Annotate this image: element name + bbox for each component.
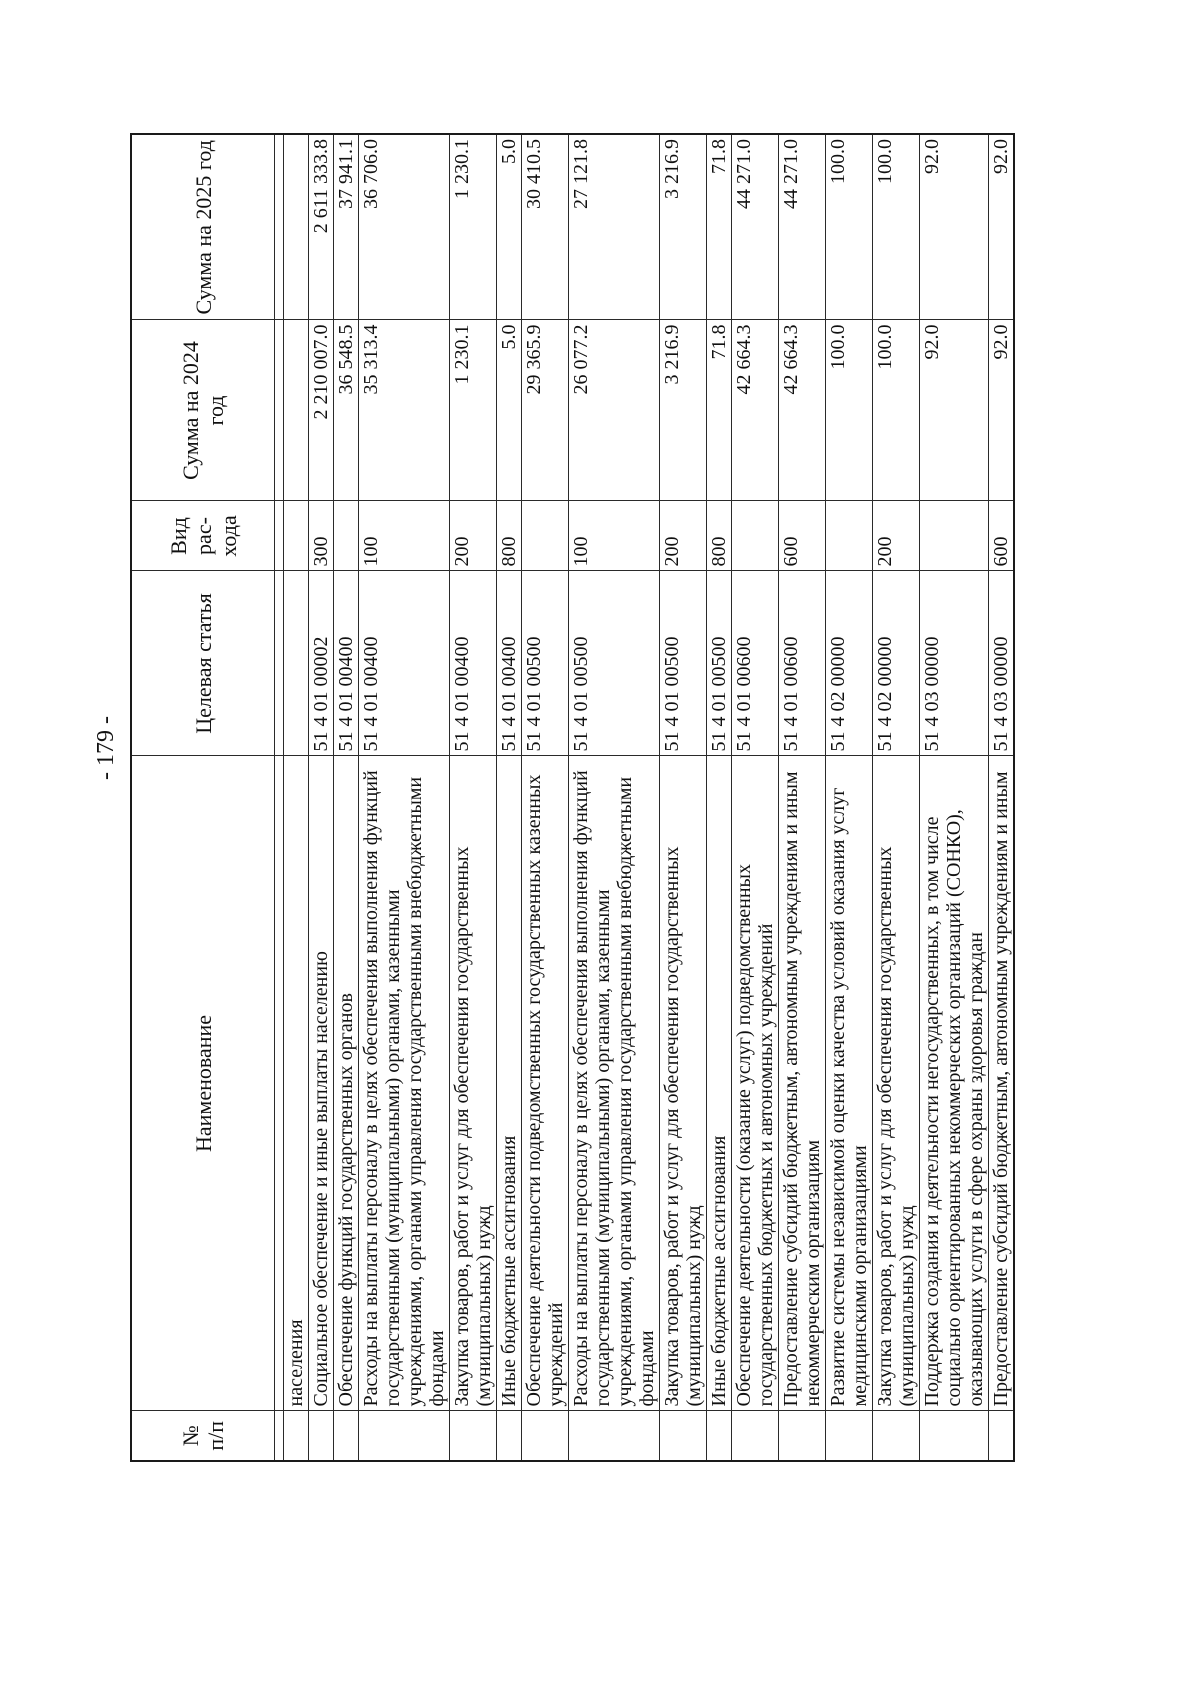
table-row [334,134,359,1461]
cell-no [309,1411,334,1461]
cell-expense-kind: 600 [779,501,826,571]
cell-target-article: 51 4 01 00500 [569,571,660,756]
cell-sum-2024: 100.0 [826,320,873,501]
cell-expense-kind: 300 [309,501,334,571]
cell-no [522,1411,569,1461]
cell-name: Предоставление субсидий бюджетным, автономным учреждениям и иным некоммерческим организациям [779,756,826,1411]
spacer-row [275,134,284,1461]
cell-name: Иные бюджетные ассигнования [497,756,522,1411]
cell-sum-2025: 37 941.1 [334,134,359,320]
cell-sum-2025: 92.0 [920,134,989,320]
cell-name: Иные бюджетные ассигнования [707,756,732,1411]
header-name: Наименование [131,756,275,1411]
cell-target-article: 51 4 03 00000 [920,571,989,756]
cell-no [359,1411,450,1461]
cell-sum-2024: 42 664.3 [779,320,826,501]
table-row [732,134,779,1461]
cell-expense-kind: 200 [660,501,707,571]
cell-expense-kind [920,501,989,571]
rotated-table-container [130,135,1040,1462]
cell-sum-2025: 92.0 [989,134,1015,320]
cell-name: Обеспечение деятельности подведомственных государственных казенных учреждений [522,756,569,1411]
cell-sum-2025: 5.0 [497,134,522,320]
header-sum-2025: Сумма на 2025 год [131,134,275,320]
table-row [873,134,920,1461]
cell-sum-2025: 44 271.0 [779,134,826,320]
table-row [497,134,522,1461]
table-body [275,134,1015,1461]
cell-target-article: 51 4 02 00000 [873,571,920,756]
cell-target-article: 51 4 01 00600 [732,571,779,756]
cell-sum-2024: 29 365.9 [522,320,569,501]
table-row [522,134,569,1461]
cell-sum-2024: 92.0 [989,320,1015,501]
cell-sum-2025: 3 216.9 [660,134,707,320]
cell-expense-kind: 200 [450,501,497,571]
cell-name: Предоставление субсидий бюджетным, автономным учреждениям и иным [989,756,1015,1411]
cell-no [779,1411,826,1461]
cell-sum-2025: 2 611 333.8 [309,134,334,320]
cell-expense-kind [732,501,779,571]
cell-target-article: 51 4 01 00400 [359,571,450,756]
cell-no [732,1411,779,1461]
header-target-article: Целевая статья [131,571,275,756]
cell-sum-2025: 100.0 [873,134,920,320]
table-row [989,134,1015,1461]
cell-sum-2025: 36 706.0 [359,134,450,320]
table-row [284,134,309,1461]
cell-sum-2024: 36 548.5 [334,320,359,501]
cell-target-article: 51 4 01 00400 [334,571,359,756]
cell-no [707,1411,732,1461]
cell-target-article: 51 4 01 00400 [450,571,497,756]
cell-no [873,1411,920,1461]
table-row [359,134,450,1461]
cell-no [826,1411,873,1461]
cell-name: населения [284,756,309,1411]
cell-name: Закупка товаров, работ и услуг для обеспечения государственных (муниципальных) нужд [660,756,707,1411]
cell-target-article: 51 4 01 00500 [707,571,732,756]
cell-target-article: 51 4 01 00500 [522,571,569,756]
cell-sum-2025: 44 271.0 [732,134,779,320]
cell-expense-kind: 800 [707,501,732,571]
cell-expense-kind: 100 [359,501,450,571]
cell-sum-2024: 100.0 [873,320,920,501]
cell-name: Социальное обеспечение и иные выплаты населению [309,756,334,1411]
cell-sum-2025: 100.0 [826,134,873,320]
cell-target-article: 51 4 02 00000 [826,571,873,756]
cell-no [497,1411,522,1461]
cell-no [989,1411,1015,1461]
cell-expense-kind: 100 [569,501,660,571]
cell-name: Обеспечение функций государственных органов [334,756,359,1411]
table-row [920,134,989,1461]
cell-sum-2024: 3 216.9 [660,320,707,501]
cell-no [334,1411,359,1461]
budget-table [130,133,1015,1462]
table-row [779,134,826,1461]
cell-name: Закупка товаров, работ и услуг для обеспечения государственных (муниципальных) нужд [450,756,497,1411]
cell-target-article: 51 4 03 00000 [989,571,1015,756]
cell-name: Расходы на выплаты персоналу в целях обеспечения выполнения функций государственными (муниципальными) органами, казенными учреждениями, органами управления государственными внебюджетными фондами [359,756,450,1411]
table-row [826,134,873,1461]
cell-target-article: 51 4 01 00600 [779,571,826,756]
cell-sum-2024: 71.8 [707,320,732,501]
table-row [450,134,497,1461]
cell-sum-2024: 1 230.1 [450,320,497,501]
cell-expense-kind [826,501,873,571]
table-row [569,134,660,1461]
cell-sum-2025: 30 410.5 [522,134,569,320]
cell-name: Закупка товаров, работ и услуг для обеспечения государственных (муниципальных) нужд [873,756,920,1411]
cell-sum-2024: 26 077.2 [569,320,660,501]
cell-sum-2024: 42 664.3 [732,320,779,501]
cell-expense-kind [522,501,569,571]
cell-sum-2025: 1 230.1 [450,134,497,320]
table-row [309,134,334,1461]
cell-target-article: 51 4 01 00002 [309,571,334,756]
cell-no [284,1411,309,1461]
table-row [660,134,707,1461]
table-row [707,134,732,1461]
cell-sum-2024 [284,320,309,501]
cell-no [920,1411,989,1461]
cell-expense-kind [284,501,309,571]
cell-name: Обеспечение деятельности (оказание услуг) подведомственных государственных бюджетных и автономных учреждений [732,756,779,1411]
cell-sum-2025: 27 121.8 [569,134,660,320]
cell-name: Расходы на выплаты персоналу в целях обеспечения выполнения функций государственными (муниципальными) органами, казенными учреждениями, органами управления государственными внебюджетными фондами [569,756,660,1411]
header-no: № п/п [131,1411,275,1461]
cell-target-article [284,571,309,756]
cell-name: Поддержка создания и деятельности негосударственных, в том числе социально ориентированных некоммерческих организаций (СОНКО), оказывающих услуги в сфере охраны здоровья граждан [920,756,989,1411]
header-row [131,134,275,1461]
cell-expense-kind: 800 [497,501,522,571]
cell-expense-kind [334,501,359,571]
cell-sum-2025 [284,134,309,320]
cell-target-article: 51 4 01 00400 [497,571,522,756]
cell-sum-2024: 92.0 [920,320,989,501]
cell-sum-2024: 35 313.4 [359,320,450,501]
header-sum-2024: Сумма на 2024 год [131,320,275,501]
cell-no [450,1411,497,1461]
header-expense-kind: Вид рас-хода [131,501,275,571]
cell-no [660,1411,707,1461]
cell-expense-kind: 200 [873,501,920,571]
page-number: - 179 - [93,716,119,780]
cell-expense-kind: 600 [989,501,1015,571]
cell-sum-2025: 71.8 [707,134,732,320]
cell-sum-2024: 2 210 007.0 [309,320,334,501]
cell-target-article: 51 4 01 00500 [660,571,707,756]
cell-sum-2024: 5.0 [497,320,522,501]
cell-name: Развитие системы независимой оценки качества условий оказания услуг медицинскими организациями [826,756,873,1411]
cell-no [569,1411,660,1461]
